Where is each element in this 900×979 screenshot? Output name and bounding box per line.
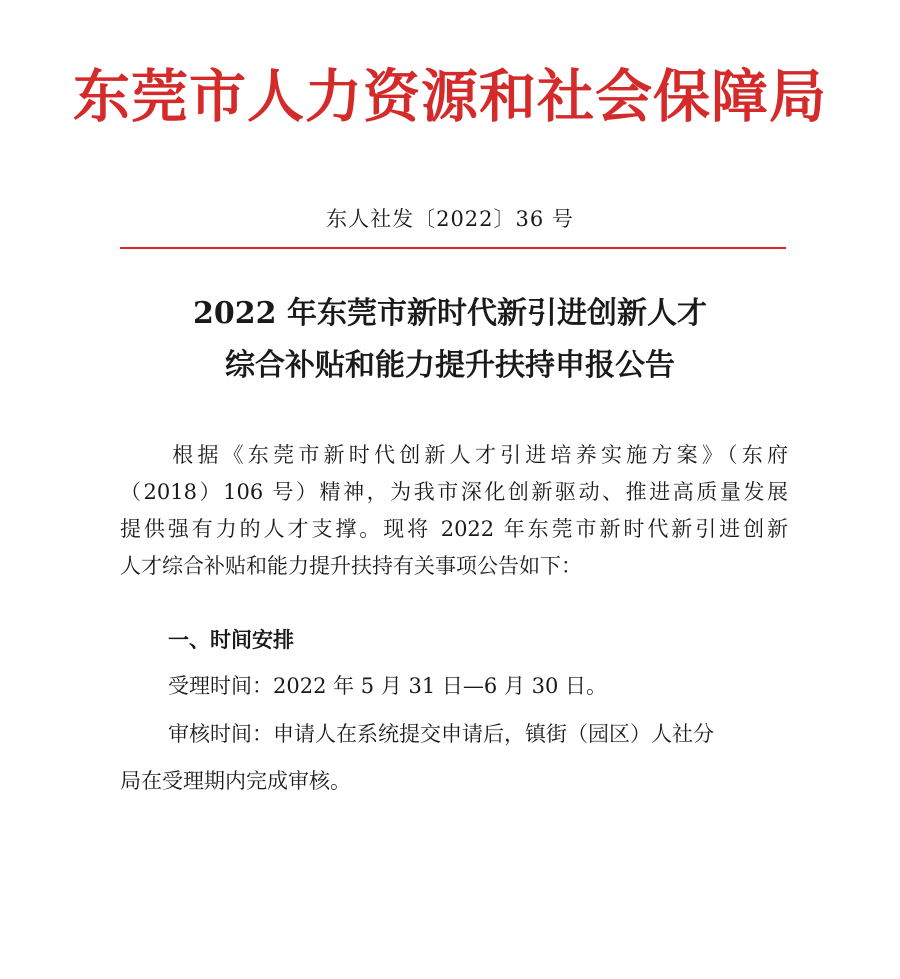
document-number: 东人社发〔2022〕36 号 bbox=[326, 207, 574, 231]
review-time-paragraph bbox=[120, 716, 788, 800]
agency-letterhead: 东莞市人力资源和社会保障局 bbox=[73, 63, 827, 130]
intro-line-4: 人才综合补贴和能力提升扶持有关事项公告如下： bbox=[120, 554, 582, 578]
title-line-2: 综合补贴和能力提升扶持申报公告 bbox=[225, 348, 675, 383]
document-title bbox=[0, 288, 900, 392]
review-time-line-1: 审核时间：申请人在系统提交申请后，镇街（园区）人社分 bbox=[168, 722, 714, 746]
accept-time-line: 受理时间：2022 年 5 月 31 日—6 月 30 日。 bbox=[168, 674, 608, 698]
title-line-1: 2022 年东莞市新时代新引进创新人才 bbox=[193, 296, 707, 331]
intro-line-1: 根据《东莞市新时代创新人才引进培养实施方案》（东府 bbox=[168, 443, 788, 467]
red-divider-line bbox=[120, 247, 786, 249]
intro-line-2: （2018）106 号）精神，为我市深化创新驱动、推进高质量发展 bbox=[120, 480, 788, 504]
section-heading-schedule: 一、时间安排 bbox=[168, 628, 294, 652]
intro-line-3: 提供强有力的人才支撑。现将 2022 年东莞市新时代新引进创新 bbox=[120, 517, 788, 541]
intro-paragraph bbox=[120, 437, 788, 585]
review-time-line-2: 局在受理期内完成审核。 bbox=[120, 769, 351, 793]
